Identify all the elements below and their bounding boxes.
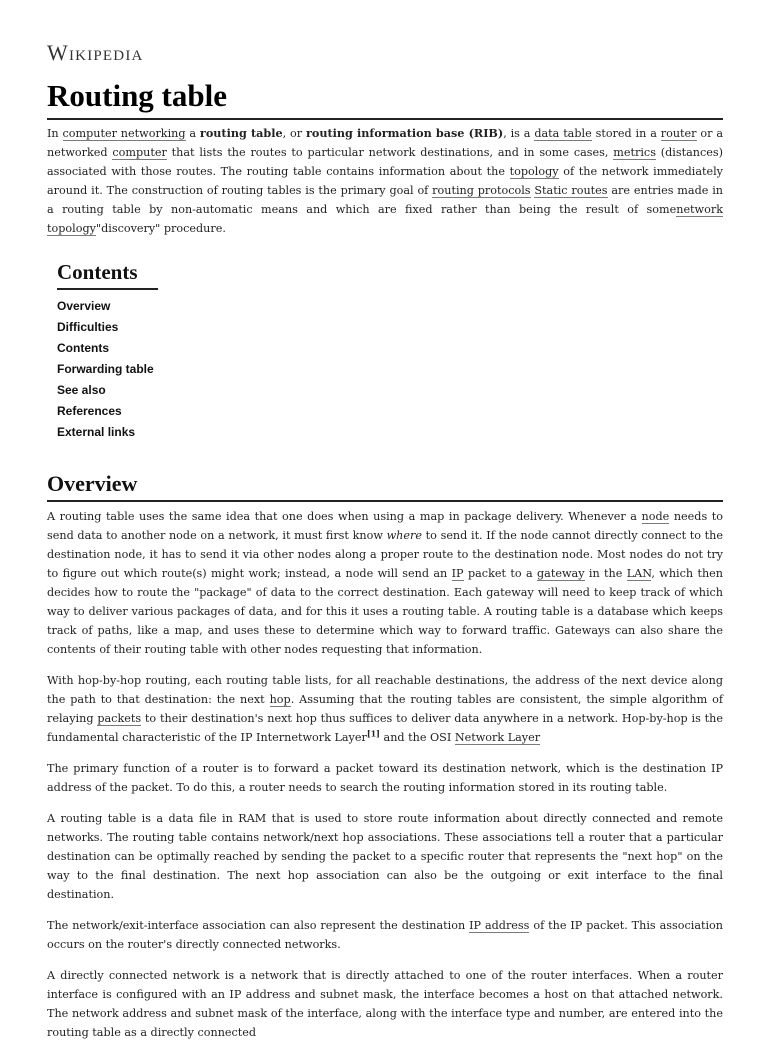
toc-item-external-links[interactable]: External links (57, 425, 136, 439)
text: needs to send data to another node on a network, it must first know (47, 510, 723, 542)
text: , which then decides how to route the "package" of data to the correct destination. Each gateway will need to keep track of which way to deliver various packages of data, and for this it uses a routing table. A routing table is a database which keeps track of paths, like a map, and uses these to determine which way to forward traffic. Gateways can also share the contents of their routing table with other nodes requesting that information. (47, 567, 724, 656)
text: In (47, 127, 63, 140)
bold-term: routing information base (RIB) (305, 126, 504, 140)
link-ip[interactable]: IP (451, 567, 464, 580)
overview-section (47, 507, 723, 1054)
section-heading-overview: Overview (47, 470, 723, 502)
link-computer-networking[interactable]: computer networking (62, 127, 186, 140)
overview-paragraph-3: The primary function of a router is to forward a packet toward its destination network, which is the destination IP address of the packet. To do this, a router needs to search the routing information stored in its routing table. (47, 762, 723, 794)
text: With hop-by-hop routing, each routing table lists, for all reachable destinations, the address of the next device along the path to that destination: the next (47, 674, 723, 706)
text: to send it. If the node cannot directly connect to the destination node, it has to send it via other nodes along a proper route to the destination node. Most nodes do not try to figure out which route(s) might work; instead, a node will send an (47, 529, 724, 580)
bold-term: routing table (199, 126, 283, 140)
toc-item-see-also[interactable]: See also (57, 383, 106, 397)
overview-paragraph-6: A directly connected network is a network that is directly attached to one of the router interfaces. When a router interface is configured with an IP address and subnet mask, the interface becomes a host on that attached network. The network address and subnet mask of the interface, along with the interface type and number, are entered into the routing table as a directly connected (47, 969, 723, 1039)
overview-paragraph-4: A routing table is a data file in RAM that is used to store route information about directly connected and remote networks. The routing table contains network/next hop associations. These associations tell a router that a particular destination can be optimally reached by sending the packet to a specific router that represents the "next hop" on the way to the final destination. The next hop association can also be the outgoing or exit interface to the final destination. (47, 812, 723, 901)
lead-paragraph (47, 124, 723, 238)
text: stored in a (591, 127, 661, 140)
reference-1[interactable]: [1] (366, 728, 380, 739)
text: , is a (503, 127, 535, 140)
wikipedia-wordmark[interactable] (47, 40, 144, 66)
link-ip-address[interactable]: IP address (469, 919, 530, 932)
link-network-topology[interactable]: network topology (47, 203, 723, 235)
toc-title: Contents (57, 258, 158, 290)
text: to their destination's next hop thus suffices to deliver data anywhere in a network. Hop-by-hop is the fundamental characteristic of the IP Internetwork Layer (47, 712, 723, 744)
link-router[interactable]: router (660, 127, 697, 140)
text: are entries made in a routing table by non-automatic means and which are fixed rather than being the result of some (47, 184, 723, 216)
text: of the IP packet. This association occurs on the router's directly connected networks. (47, 919, 723, 951)
toc-item-difficulties[interactable]: Difficulties (57, 320, 119, 334)
text: of the network immediately around it. The construction of routing tables is the primary goal of (47, 165, 723, 197)
text: in the (584, 567, 627, 580)
overview-paragraph-5 (47, 916, 723, 954)
link-metrics[interactable]: metrics (613, 146, 656, 159)
link-routing-protocols[interactable]: routing protocols (432, 184, 531, 197)
toc-item-forwarding-table[interactable]: Forwarding table (57, 362, 154, 376)
overview-paragraph-2 (47, 671, 723, 747)
text: and the OSI (379, 731, 455, 744)
link-hop[interactable]: hop (269, 693, 291, 706)
overview-paragraph-1 (47, 507, 723, 659)
link-gateway[interactable]: gateway (537, 567, 585, 580)
wordmark-text: Wikipedia (47, 40, 144, 65)
toc-item-contents[interactable]: Contents (57, 341, 109, 355)
text: (distances) associated with those routes. The routing table contains information about the (47, 146, 723, 178)
table-of-contents (57, 258, 257, 443)
link-lan[interactable]: LAN (626, 567, 652, 580)
text: The network/exit-interface association can also represent the destination (47, 919, 470, 932)
text: a (185, 127, 200, 140)
text: that lists the routes to particular network destinations, and in some cases, (166, 146, 614, 159)
link-computer[interactable]: computer (112, 146, 167, 159)
link-packets[interactable]: packets (97, 712, 142, 725)
link-network-layer[interactable]: Network Layer (454, 731, 541, 744)
toc-item-overview[interactable]: Overview (57, 299, 111, 313)
text: or a networked (47, 127, 723, 159)
link-node[interactable]: node (641, 510, 670, 523)
text: A routing table uses the same idea that one does when using a map in package delivery. Whenever a (47, 510, 642, 523)
page-title: Routing table (47, 76, 723, 120)
link-topology[interactable]: topology (509, 165, 559, 178)
toc-list (57, 296, 257, 443)
text: packet to a (463, 567, 537, 580)
link-data-table[interactable]: data table (534, 127, 592, 140)
text: "discovery" procedure. (95, 222, 226, 235)
link-static-routes[interactable]: Static routes (534, 184, 608, 197)
text: . Assuming that the routing tables are consistent, the simple algorithm of relaying (47, 693, 723, 725)
toc-item-references[interactable]: References (57, 404, 122, 418)
text: , or (282, 127, 306, 140)
emphasis: where (386, 529, 422, 542)
